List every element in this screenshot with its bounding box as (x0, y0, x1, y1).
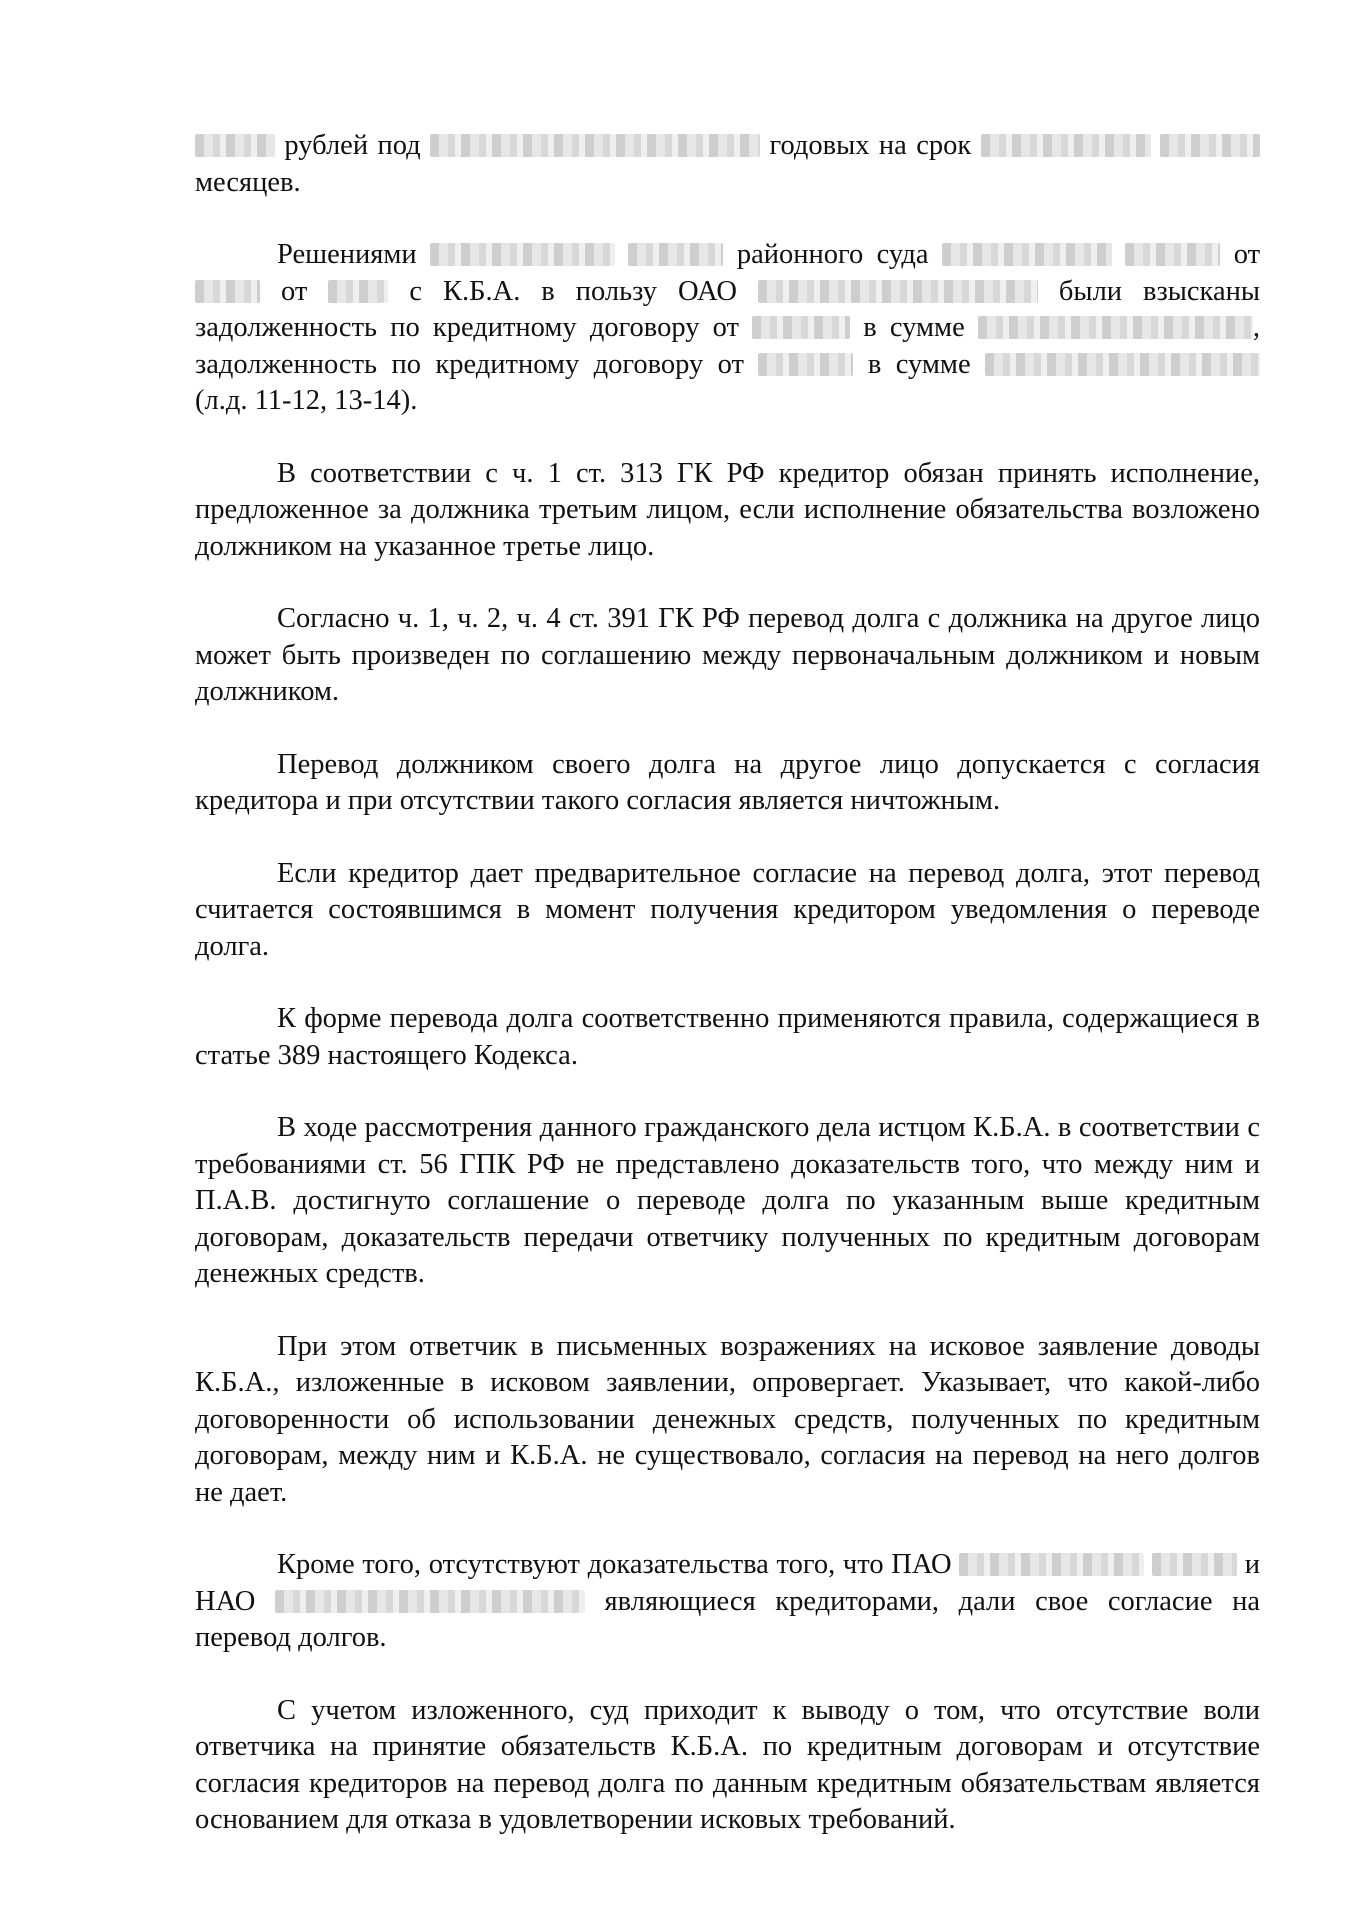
redacted-block (328, 280, 388, 303)
redacted-block (985, 353, 1260, 376)
text-fragment: Решениями (277, 239, 417, 270)
text-fragment: Кроме того, отсутствуют доказательства того, что ПАО (277, 1549, 952, 1580)
redacted-block (978, 316, 1253, 339)
redacted-block (1152, 1553, 1237, 1576)
redacted-block (942, 243, 1112, 266)
redacted-block (195, 134, 275, 157)
paragraph-no-evidence: В ходе рассмотрения данного гражданского дела истцом К.Б.А. в соответствии с требованиями ст. 56 ГПК РФ не представлено доказательств того, что между ним и П.А.В. достигнуто соглашение о переводе долга по указанным выше кредитным договорам, доказательств передачи ответчику полученных по кредитным договорам денежных средств. (195, 1112, 1260, 1289)
paragraph-prior-consent: Если кредитор дает предварительное согласие на перевод долга, этот перевод считается состоявшимся в момент получения кредитором уведомления о переводе долга. (195, 857, 1260, 962)
redacted-block (275, 1590, 585, 1613)
document-body (195, 128, 1260, 1875)
paragraph-conclusion: С учетом изложенного, суд приходит к выводу о том, что отсутствие воли ответчика на принятие обязательств К.Б.А. по кредитным договорам и отсутствие согласия кредиторов на перевод долга по данным кредитным обязательствам является основанием для отказа в удовлетворении исковых требований. (195, 1694, 1260, 1835)
text-fragment: рублей под (284, 130, 421, 161)
redacted-block (758, 280, 1038, 303)
text-fragment: от (1233, 239, 1261, 270)
redacted-block (752, 316, 850, 339)
paragraph-art-313: В соответствии с ч. 1 ст. 313 ГК РФ кредитор обязан принять исполнение, предложенное за должника третьим лицом, если исполнение обязательства возложено должником на указанное третье лицо. (195, 457, 1260, 562)
redacted-block (195, 280, 260, 303)
paragraph-creditors-consent (195, 1547, 1260, 1657)
redacted-block (430, 134, 760, 157)
text-fragment: с К.Б.А. в пользу ОАО (409, 275, 737, 307)
text-fragment: от (281, 275, 308, 307)
redacted-block (959, 1553, 1144, 1576)
redacted-block (1125, 243, 1220, 266)
redacted-block (628, 243, 723, 266)
text-fragment: (л.д. 11-12, 13-14). (195, 385, 418, 416)
text-fragment: и НАО (195, 1549, 1261, 1617)
redacted-block (1160, 134, 1260, 157)
text-fragment: месяцев. (195, 166, 301, 198)
paragraph-defendant-objections: При этом ответчик в письменных возражениях на исковое заявление доводы К.Б.А., изложенные в исковом заявлении, опровергает. Указывает, что какой-либо договоренности об использовании денежных средств, полученных по кредитным договорам, между ним и К.Б.А. не существовало, согласия на перевод на него долгов не дает. (195, 1330, 1260, 1508)
paragraph-art-391: Согласно ч. 1, ч. 2, ч. 4 ст. 391 ГК РФ перевод долга с должника на другое лицо может быть произведен по соглашению между первоначальным должником и новым должником. (195, 603, 1260, 707)
paragraph-court-decisions (195, 237, 1260, 420)
text-fragment: в сумме (863, 312, 965, 343)
text-fragment: являющиеся кредиторами, дали свое согласие на перевод долгов. (195, 1585, 1260, 1653)
text-fragment: , задолженность по кредитному договору от (195, 312, 1261, 380)
paragraph-loan-terms (195, 128, 1260, 201)
redacted-block (430, 243, 615, 266)
text-fragment: в сумме (867, 348, 971, 380)
text-fragment: годовых на срок (769, 130, 972, 161)
paragraph-form-of-transfer: К форме перевода долга соответственно применяются правила, содержащиеся в статье 389 настоящего Кодекса. (195, 1003, 1260, 1071)
text-fragment: были взысканы задолженность по кредитному договору от (195, 275, 1261, 343)
redacted-block (981, 134, 1151, 157)
redacted-block (758, 353, 853, 376)
text-fragment: районного суда (736, 239, 929, 270)
paragraph-consent-required: Перевод должником своего долга на другое лицо допускается с согласия кредитора и при отсутствии такого согласия является ничтожным. (195, 748, 1260, 816)
